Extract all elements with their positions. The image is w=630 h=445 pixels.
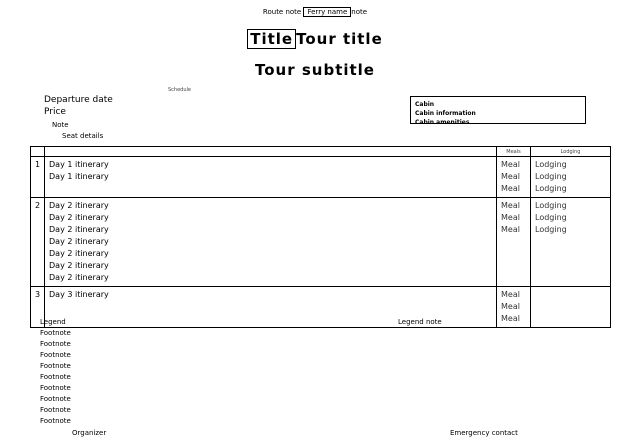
- ferry-name: Ferry name: [303, 7, 351, 17]
- day-meals: [497, 157, 531, 198]
- table-row: [31, 157, 611, 198]
- footnote-line: Footnote: [40, 417, 71, 425]
- schedule-label: Schedule: [168, 87, 191, 93]
- day-stay: [531, 198, 611, 287]
- change-note: Note: [52, 121, 69, 129]
- itinerary-line: Day 3 itinerary: [49, 290, 109, 299]
- itinerary-line: Day 2 itinerary: [49, 225, 109, 234]
- day-stay: [531, 157, 611, 198]
- meal-line: Meal: [501, 172, 520, 181]
- day-meals: [497, 198, 531, 287]
- departure-date: Departure date: [44, 95, 113, 105]
- footnote-line: Footnote: [40, 362, 71, 370]
- day-itinerary: [45, 198, 497, 287]
- footnote-line: Footnote: [40, 329, 71, 337]
- header-meals: Meals: [497, 147, 531, 157]
- cabin-note-line2: Cabin amenities: [415, 119, 470, 126]
- title-rest: Tour title: [296, 30, 383, 48]
- footnote-line: Footnote: [40, 351, 71, 359]
- day-number: 2: [31, 198, 45, 287]
- stay-line: Lodging: [535, 201, 567, 210]
- day-stay: [531, 287, 611, 328]
- meal-line: Meal: [501, 160, 520, 169]
- stay-line: Lodging: [535, 172, 567, 181]
- header-itinerary: [45, 147, 497, 157]
- cabin-note-title: Cabin: [415, 101, 435, 108]
- footnote-line: Footnote: [40, 373, 71, 381]
- meal-line: Meal: [501, 213, 520, 222]
- itinerary-line: Day 2 itinerary: [49, 201, 109, 210]
- seatbelt-note: Legend note: [398, 318, 442, 326]
- organizer-contact: Organizer: [72, 429, 107, 437]
- route-note: [0, 8, 630, 16]
- footnote-line: Footnote: [40, 406, 71, 414]
- meal-line: Meal: [501, 290, 520, 299]
- day-number: 3: [31, 287, 45, 328]
- stay-line: Lodging: [535, 160, 567, 169]
- itinerary-line: Day 2 itinerary: [49, 273, 109, 282]
- day-itinerary: [45, 157, 497, 198]
- table-row: [31, 198, 611, 287]
- footnote-line: Footnote: [40, 395, 71, 403]
- meal-line: Meal: [501, 201, 520, 210]
- route-note-post: note: [351, 8, 368, 16]
- itinerary-line: Day 1 itinerary: [49, 172, 109, 181]
- price: Price: [44, 107, 66, 117]
- table-row: [31, 287, 611, 328]
- header-stay: Lodging: [531, 147, 611, 157]
- itinerary-line: Day 2 itinerary: [49, 261, 109, 270]
- header-day: [31, 147, 45, 157]
- itinerary-line: Day 2 itinerary: [49, 213, 109, 222]
- meal-line: Meal: [501, 302, 520, 311]
- tour-title: [0, 30, 630, 48]
- emergency-contact: Emergency contact: [450, 429, 518, 437]
- cabin-note-line1: Cabin information: [415, 110, 476, 117]
- itinerary-line: Day 2 itinerary: [49, 249, 109, 258]
- meal-line: Meal: [501, 184, 520, 193]
- day-meals: [497, 287, 531, 328]
- tour-subtitle: Tour subtitle: [255, 61, 375, 79]
- stay-line: Lodging: [535, 225, 567, 234]
- footnote-line: Footnote: [40, 340, 71, 348]
- seat-info: Seat details: [62, 132, 104, 140]
- day-number: 1: [31, 157, 45, 198]
- footnote-line: Footnote: [40, 384, 71, 392]
- stay-line: Lodging: [535, 184, 567, 193]
- schedule-table: [30, 146, 611, 328]
- title-boxed: Title: [247, 29, 296, 49]
- meal-line: Meal: [501, 225, 520, 234]
- stay-line: Lodging: [535, 213, 567, 222]
- cabin-note-box: [410, 96, 586, 124]
- route-note-pre: Route note: [262, 8, 302, 16]
- itinerary-line: Day 1 itinerary: [49, 160, 109, 169]
- transport-legend: Legend: [40, 318, 66, 326]
- itinerary-line: Day 2 itinerary: [49, 237, 109, 246]
- meal-line: Meal: [501, 314, 520, 323]
- table-header-row: [31, 147, 611, 157]
